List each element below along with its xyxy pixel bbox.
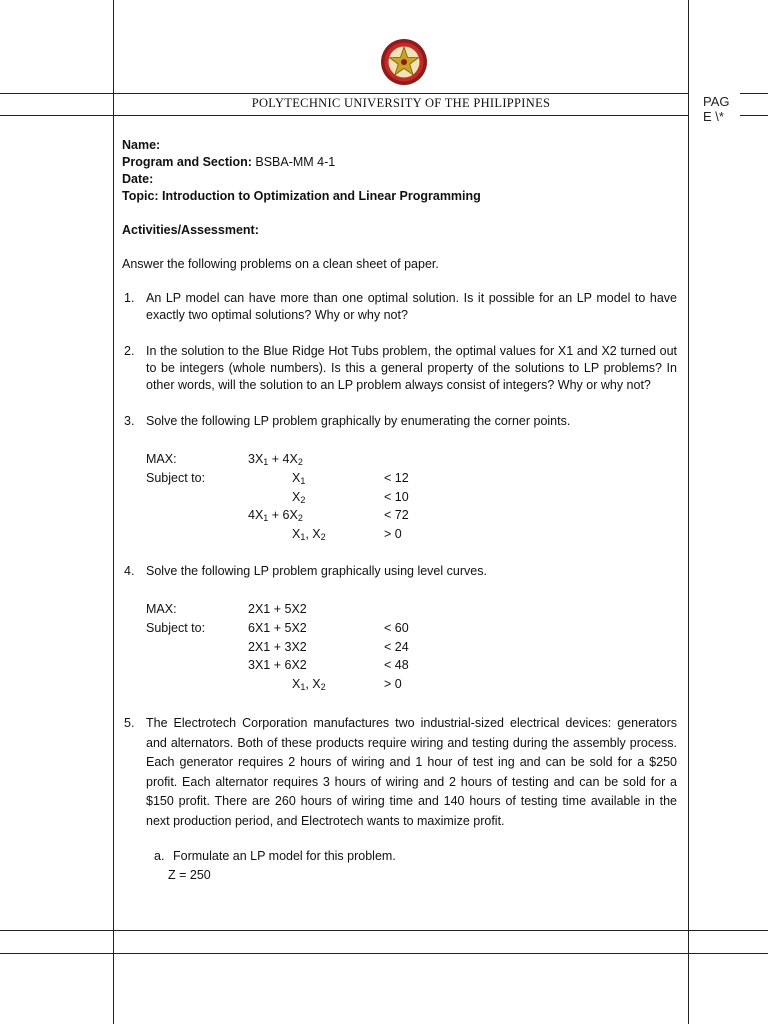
lp3-rhs-2: < 10 [384, 490, 409, 504]
problem-text: Solve the following LP problem graphically by enumerating the corner points. [146, 414, 571, 428]
activities-heading: Activities/Assessment: [122, 223, 259, 237]
problem-number: 2. [124, 344, 135, 358]
problem-text: The Electrotech Corporation manufactures two industrial-sized electrical devices: generators and alternators. Both of these products require wiring and testing during the assembly process. Each generator requires 2 hours of wiring and 1 hour of test ing and can be sold for a $250 profit. Each alternator requires 3 hours of wiring and 2 hours of testing and can be sold for a $150 profit. There are 260 hours of wiring time and 140 hours of testing time available in the next production period, and Electrotech wants to maximize profit. [146, 716, 677, 828]
footer-bottom-rule [0, 953, 768, 954]
footer-top-rule [0, 930, 768, 931]
lp3-nonnegativity: $X_1$, $X_2$ [292, 527, 326, 542]
university-name: POLYTECHNIC UNIVERSITY OF THE PHILIPPINES [251, 96, 551, 110]
right-margin-line [688, 0, 689, 1024]
sub-question-a [122, 848, 677, 884]
page-number-field [703, 94, 730, 124]
problem-item [122, 563, 677, 580]
lp-model-4 [122, 589, 677, 701]
lp3-rhs-1: < 12 [384, 471, 409, 485]
sub-question-letter: a. [154, 849, 165, 863]
problem-item [122, 343, 677, 394]
lp4-rhs-3: < 48 [384, 658, 409, 672]
program-value: BSBA-MM 4-1 [251, 155, 336, 169]
lp3-constraint-1: $X_1$ [292, 471, 306, 486]
program-label: Program and Section: [122, 155, 252, 169]
lp3-subject-label: Subject to: [146, 471, 206, 485]
name-label: Name: [122, 138, 161, 152]
lp4-max-label: MAX: [146, 602, 177, 616]
lp4-constraint-3: 3X1 + 6X2 [248, 658, 307, 672]
problem-number: 3. [124, 414, 135, 428]
problem-text: In the solution to the Blue Ridge Hot Tubs problem, the optimal values for X1 and X2 turned out to be integers (whole numbers). Is this a general property of the solutions to LP problems? In other words, will the solution to an LP problem always consist of integers? Why or why not? [146, 344, 677, 392]
problem-text: Solve the following LP problem graphically using level curves. [146, 564, 487, 578]
topic-line: Topic: Introduction to Optimization and Linear Programming [122, 189, 481, 203]
instruction-text: Answer the following problems on a clean sheet of paper. [122, 257, 439, 271]
problem-text: An LP model can have more than one optimal solution. Is it possible for an LP model to have exactly two optimal solutions? Why or why not? [146, 291, 677, 322]
page-mark-line-2: E \* [703, 109, 724, 124]
lp4-rhs-4: > 0 [384, 677, 402, 691]
university-seal-icon [380, 38, 428, 86]
header-bottom-rule [0, 115, 688, 116]
problem-number: 1. [124, 291, 135, 305]
problem-item [122, 413, 677, 430]
lp3-rhs-4: > 0 [384, 527, 402, 541]
header-top-rule [0, 93, 688, 94]
lp3-objective: $3X_1 + 4X_2$ [248, 452, 303, 467]
problem-item [122, 714, 677, 831]
lp4-constraint-2: 2X1 + 3X2 [248, 640, 307, 654]
lp3-rhs-3: < 72 [384, 508, 409, 522]
lp4-objective: 2X1 + 5X2 [248, 602, 307, 616]
lp4-rhs-1: < 60 [384, 621, 409, 635]
problem-number: 4. [124, 564, 135, 578]
right-header-rule-bottom [740, 115, 768, 116]
lp4-nonnegativity: $X_1$, $X_2$ [292, 677, 326, 692]
lp4-constraint-1: 6X1 + 5X2 [248, 621, 307, 635]
lp4-rhs-2: < 24 [384, 640, 409, 654]
lp3-constraint-2: $X_2$ [292, 490, 306, 505]
date-label: Date: [122, 172, 154, 186]
left-margin-line [113, 0, 114, 1024]
lp4-subject-label: Subject to: [146, 621, 206, 635]
right-header-rule-top [740, 93, 768, 94]
problem-number: 5. [124, 716, 135, 730]
lp-model-3 [122, 439, 677, 551]
page-mark-line-1: PAG [703, 94, 730, 109]
sub-question-answer: Z = 250 [168, 868, 211, 882]
problem-item [122, 290, 677, 324]
sub-question-text: Formulate an LP model for this problem. [173, 849, 396, 863]
program-line [122, 154, 677, 171]
lp3-max-label: MAX: [146, 452, 177, 466]
lp3-constraint-3: $4X_1 + 6X_2$ [248, 508, 303, 523]
document-body [122, 137, 677, 884]
